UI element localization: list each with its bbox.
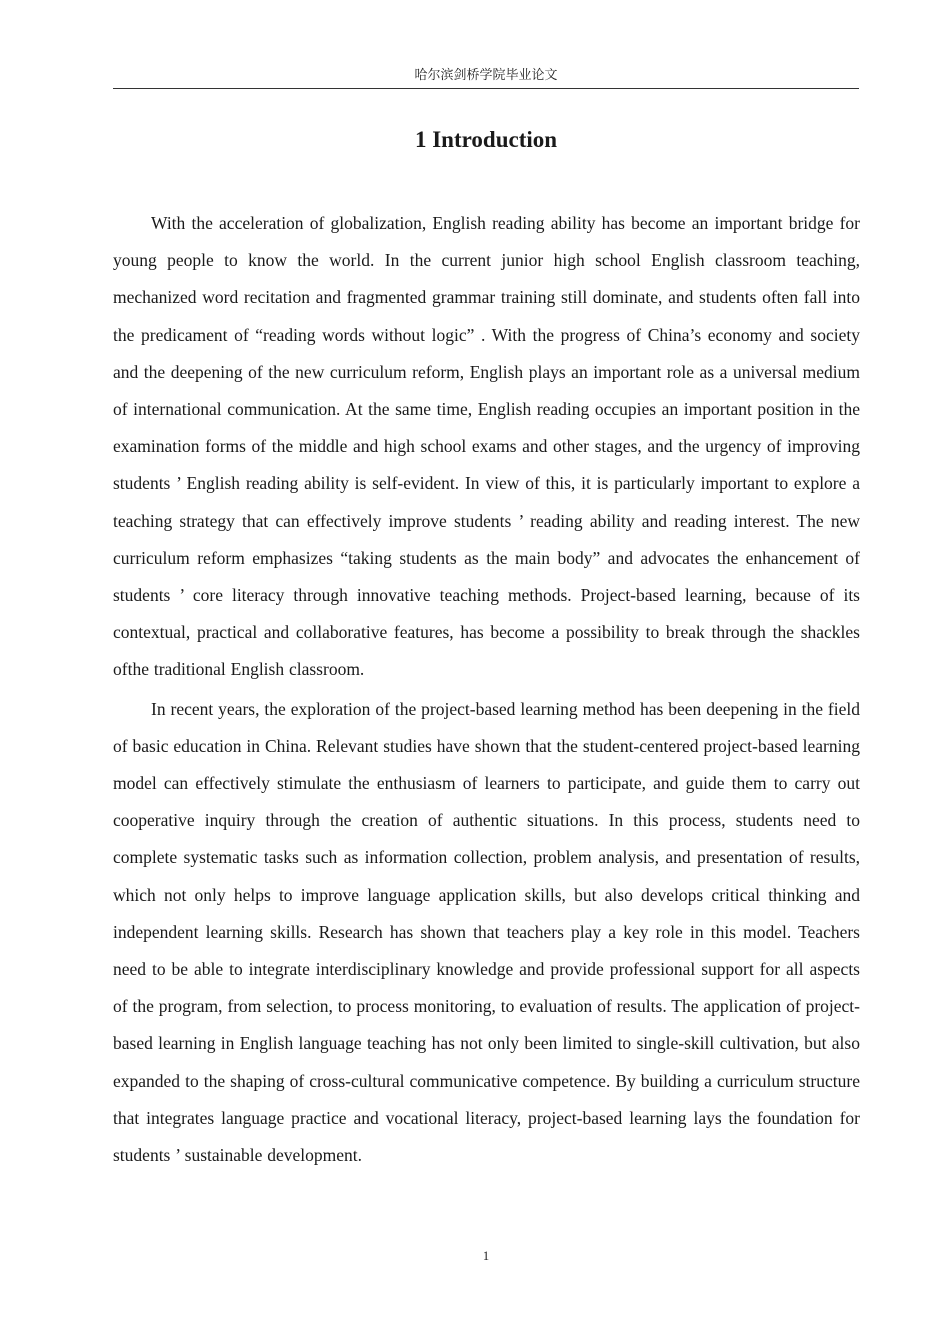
paragraph-2: In recent years, the exploration of the project-based learning method has been deepening in the field of basic education in China. Relevant studies have shown that the student-centered project-based learning model can effectively stimulate the enthusiasm of learners to participate, and guide them to carry out cooperative inquiry through the creation of authentic situations. In this process, students need to complete systematic tasks such as information collection, problem analysis, and presentation of results, which not only helps to improve language application skills, but also develops critical thinking and independent learning skills. Research has shown that teachers play a key role in this model. Teachers need to be able to integrate interdisciplinary knowledge and provide professional support for all aspects of the program, from selection, to process monitoring, to evaluation of results. The application of project-based learning in English language teaching has not only been limited to single-skill cultivation, but also expanded to the shaping of cross-cultural communicative competence. By building a curriculum structure that integrates language practice and vocational literacy, project-based learning lays the foundation for students ’ sustainable development. — [113, 698, 860, 1166]
running-header: 哈尔滨剑桥学院毕业论文 — [414, 67, 558, 82]
body-text — [113, 205, 860, 1174]
page-number: 1 — [482, 1249, 490, 1263]
header-divider — [113, 88, 859, 89]
paragraph-1: With the acceleration of globalization, English reading ability has become an important bridge for young people to know the world. In the current junior high school English classroom teaching, mechanized word recitation and fragmented grammar training still dominate, and students often fall into the predicament of “reading words without logic” . With the progress of China’s economy and society and the deepening of the new curriculum reform, English plays an important role as a universal medium of international communication. At the same time, English reading occupies an important position in the examination forms of the middle and high school exams and other stages, and the urgency of improving students ’ English reading ability is self-evident. In view of this, it is particularly important to explore a teaching strategy that can effectively improve students ’ reading ability and reading interest. The new curriculum reform emphasizes “taking students as the main body” and advocates the enhancement of students ’ core literacy through innovative teaching methods. Project-based learning, because of its contextual, practical and collaborative features, has become a possibility to break through the shackles ofthe traditional English classroom. — [113, 213, 860, 680]
chapter-title: 1 Introduction — [414, 127, 558, 152]
